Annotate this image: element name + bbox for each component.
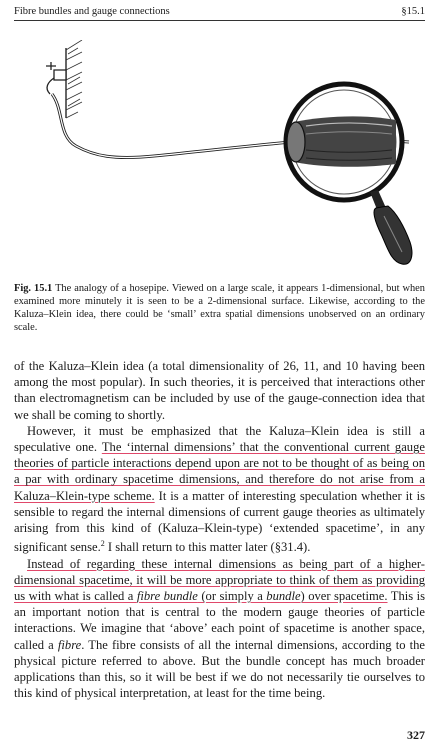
term-fibre-bundle: fibre bundle [136, 589, 198, 604]
figure-label: Fig. 15.1 [14, 283, 53, 295]
paragraph-1: of the Kaluza–Klein idea (a total dimensionality of 26, 11, and 10 having been among the most popular). In such theories, it is perceived that interactions other than electromagnetism can be included by use of the gauge-connection idea that we shall be coming to shortly. [14, 359, 425, 422]
wall-illustration [66, 40, 82, 118]
highlighted-passage: The ‘internal dimensions’ that the conventional current gauge theories of particle interactions depend upon are not to be thought of as being on a par with ordinary spacetime dimensions, and therefore do not arise from a Kaluza–Klein-type scheme. [14, 440, 425, 503]
running-head-title: Fibre bundles and gauge connections [14, 6, 170, 17]
paragraph-3: Instead of regarding these internal dimensions as being part of a higher-dimensional spacetime, it will be more appropriate to think of them as providing us with what is called a fibre bundle (or simply a bundle) over spacetime. This is an important notion that is central to the modern gauge theories of particle interactions. We imagine that ‘above’ each point of spacetime is another space, called a fibre. The fibre consists of all the internal dimensions, according to the physical picture referred to above. But the bundle concept has much broader applications than this, so it will be best if we do not necessarily tie ourselves to this kind of physical interpretation, at least for the time being. [14, 556, 426, 701]
hosepipe-figure [14, 40, 425, 268]
term-bundle: bundle [266, 589, 301, 604]
page-number: 327 [407, 728, 425, 742]
body-text [14, 358, 425, 701]
figure-caption [14, 282, 425, 334]
figure-caption-text: The analogy of a hosepipe. Viewed on a large scale, it appears 1-dimensional, but when examined more minutely it is seen to be a 2-dimensional surface. Likewise, according to the Kaluza–Klein idea, there could be ‘small’ extra spatial dimensions unobserved on an ordinary scale. [14, 283, 425, 334]
running-head [14, 6, 425, 21]
paragraph-2: However, it must be emphasized that the Kaluza–Klein idea is still a speculative one. The ‘internal dimensions’ that the conventional current gauge theories of particle interactions depend upon are not to be thought of as being on a par with ordinary spacetime dimensions, and therefore do not arise from a Kaluza–Klein-type scheme. It is a matter of interesting speculation whether it is sensible to regard the internal dimensions of current gauge theories as ultimately arising from this kind of (Kaluza–Klein-type) ‘extended spacetime’, in any significant sense.$^2$ I shall return to this matter later (§31.4). [14, 423, 425, 555]
book-page [14, 0, 425, 750]
magnifying-glass-illustration [286, 84, 412, 264]
term-fibre: fibre [57, 637, 82, 652]
footnote-marker[interactable]: 2 [100, 539, 105, 549]
tap-illustration [46, 62, 66, 94]
running-head-section: §15.1 [401, 6, 425, 17]
highlighted-passage: Instead of regarding these internal dimensions as being part of a higher-dimensional spacetime, it will be more appropriate to think of them as providing us with what is called a [14, 556, 425, 604]
